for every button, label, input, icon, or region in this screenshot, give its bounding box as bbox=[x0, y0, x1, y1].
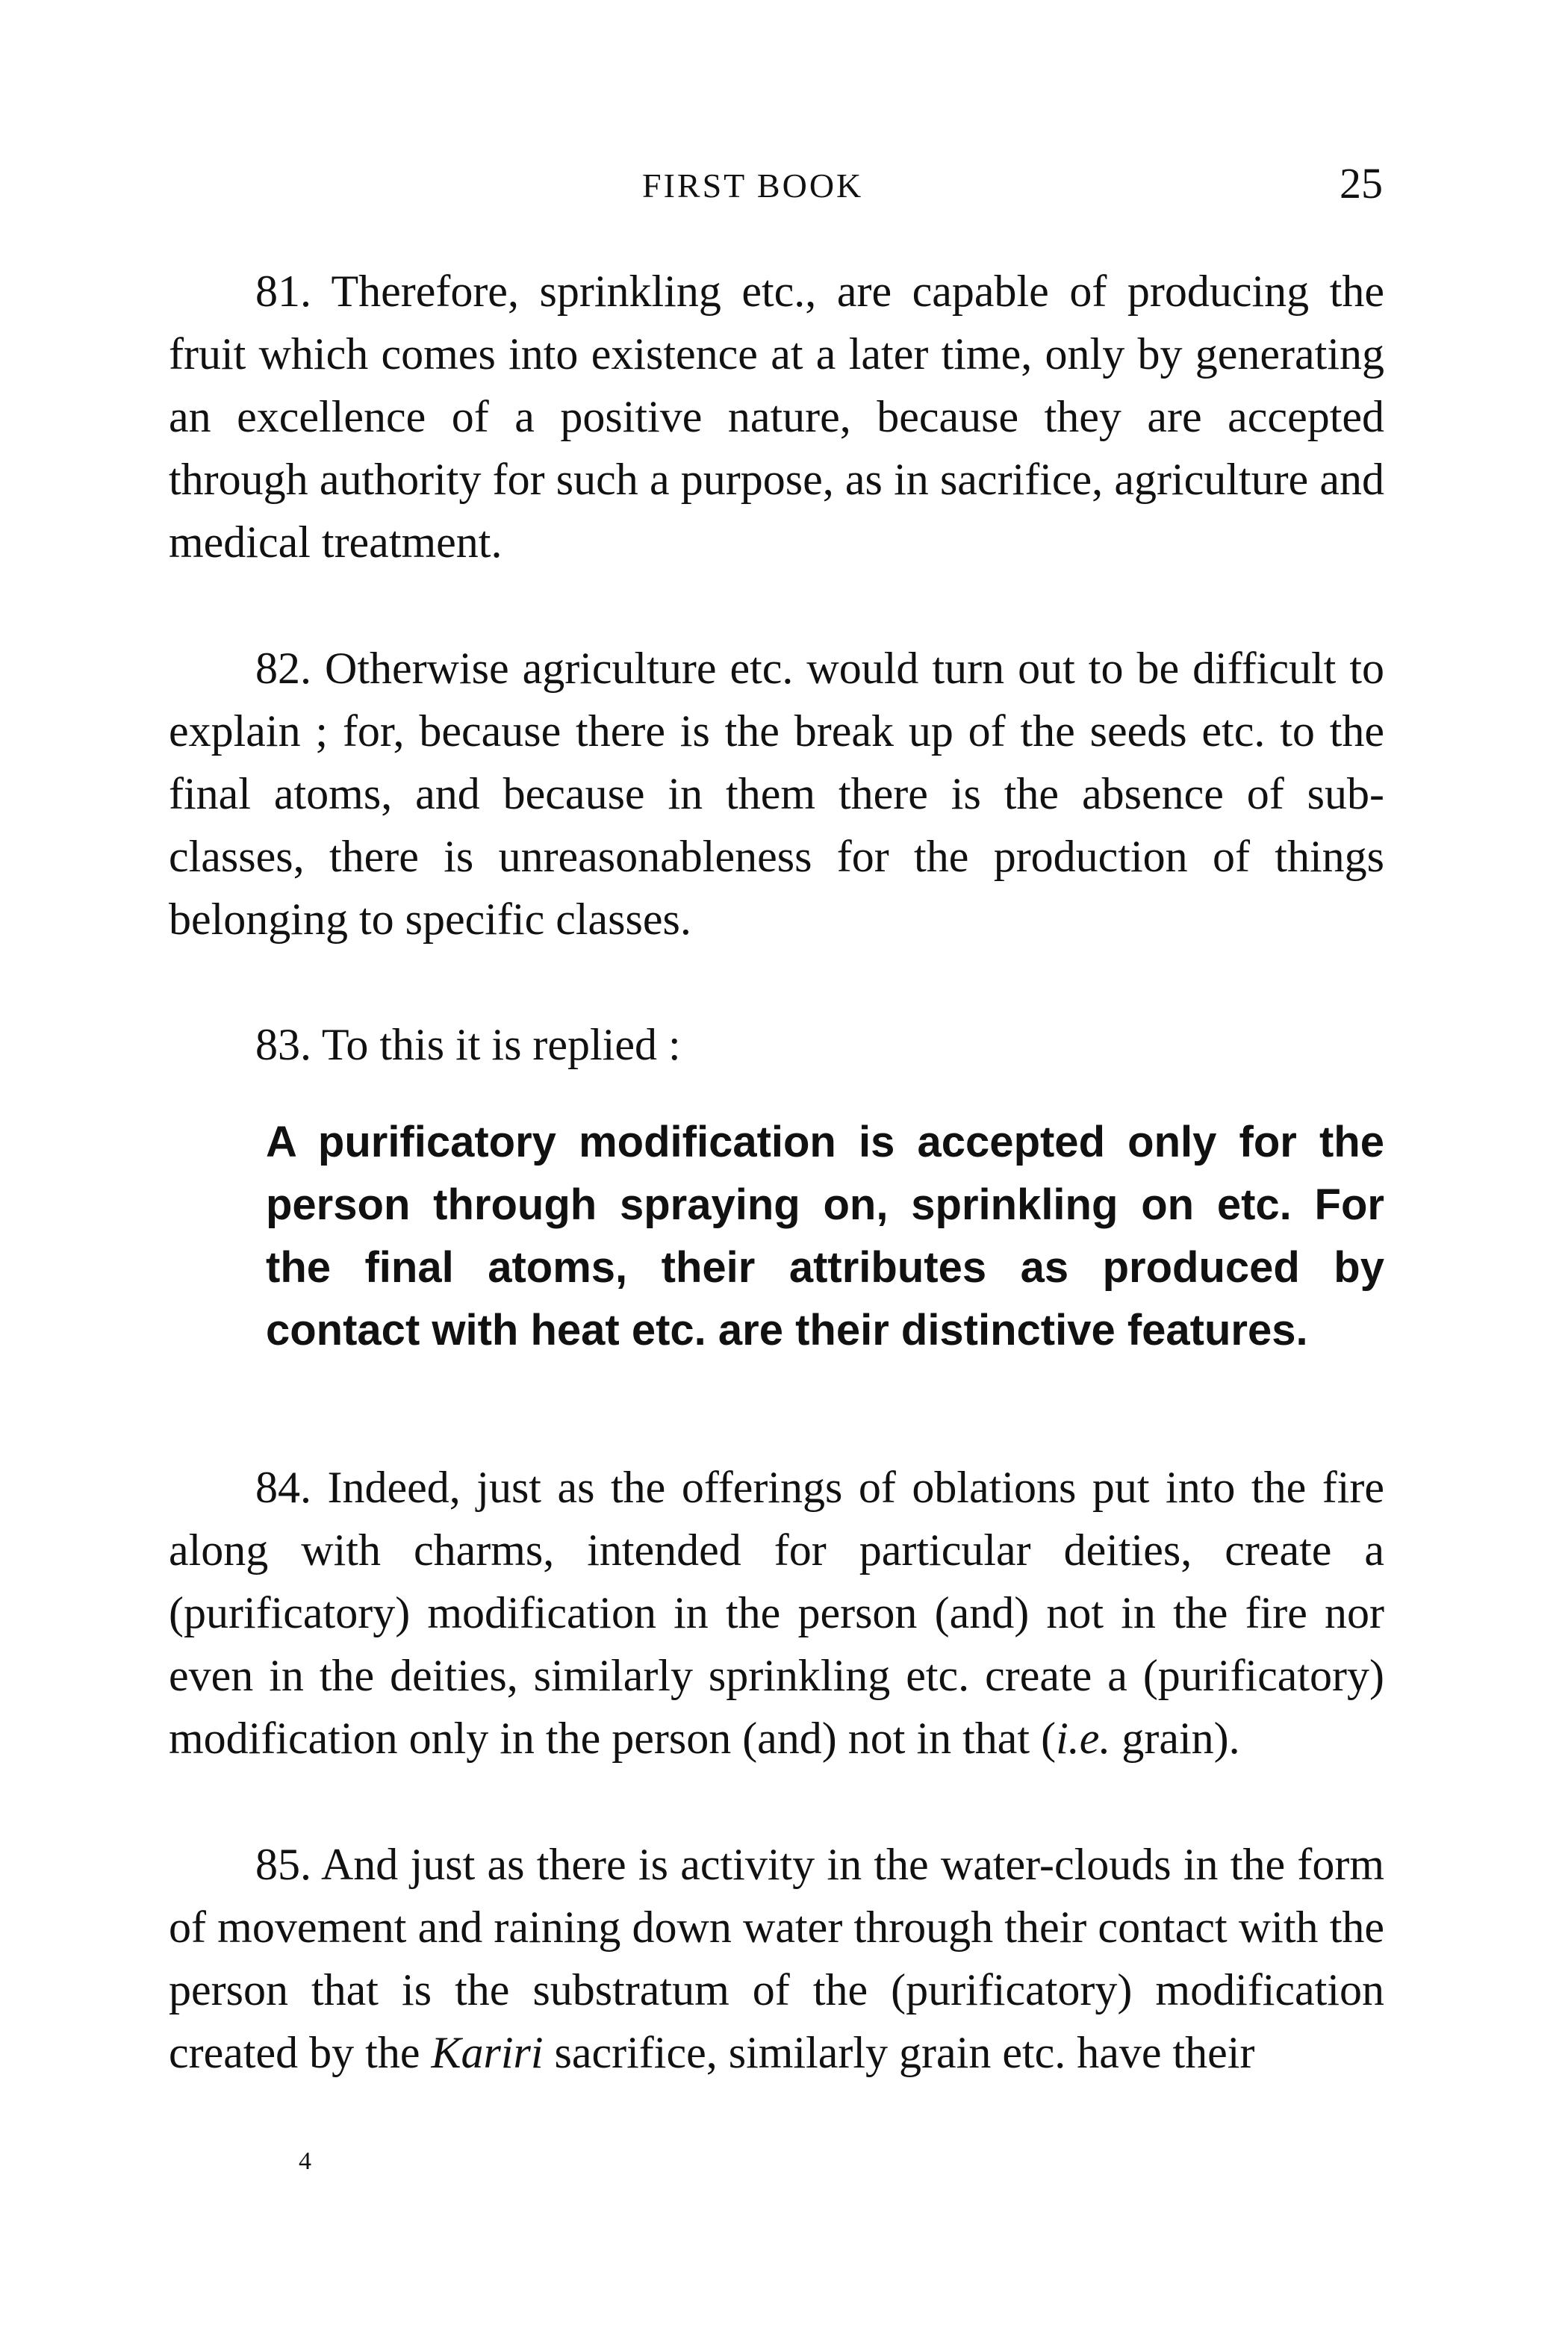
paragraph-85 bbox=[169, 1833, 1384, 2084]
paragraph-84-italic: i.e. bbox=[1056, 1714, 1111, 1763]
paragraph-84 bbox=[169, 1456, 1384, 1770]
sutra-verse: A purificatory modification is accepted only for the person through spraying on, sprinkling on etc. For the final atoms, their attributes as produced by contact with heat etc. are their distinctive features. bbox=[266, 1118, 1384, 1354]
signature-mark: 4 bbox=[299, 2147, 311, 2175]
paragraph-84-text bbox=[169, 1456, 1384, 1770]
running-title: FIRST BOOK bbox=[642, 167, 864, 205]
paragraph-83-text: 83. To this it is replied : bbox=[255, 1020, 681, 1069]
paragraph-84-part1: 84. Indeed, just as the offerings of oblations put into the fire along with charms, intended for particular deities, create a (purificatory) modification in the person (and) not in the fire nor even in the deities, similarly sprinkling etc. create a (purificatory) modification only in the person (and) not in that ( bbox=[169, 1463, 1384, 1763]
paragraph-81-text: 81. Therefore, sprinkling etc., are capable of producing the fruit which comes into existence at a later time, only by generating an excellence of a positive nature, because they are accepted through authority for such a purpose, as in sacrifice, agriculture and medical treatment. bbox=[169, 267, 1384, 567]
paragraph-82 bbox=[169, 637, 1384, 951]
paragraph-83 bbox=[169, 1013, 1384, 1076]
paragraph-82-text: 82. Otherwise agriculture etc. would turn out to be difficult to explain ; for, because there is the break up of the seeds etc. to the final atoms, and because in them there is the absence of sub-classes, there is unreasonableness for the production of things belonging to specific classes. bbox=[169, 644, 1384, 944]
paragraph-85-italic: Kariri bbox=[431, 2028, 544, 2077]
paragraph-85-part1: 85. And just as there is activity in the water-clouds in the form of movement and raining down water through their contact with the person that is the substratum of the (purificatory) modification created by the bbox=[169, 1840, 1384, 2077]
paragraph-84-part2: grain). bbox=[1110, 1714, 1240, 1763]
page-number: 25 bbox=[1340, 159, 1383, 208]
paragraph-85-text bbox=[169, 1833, 1384, 2084]
paragraph-81 bbox=[169, 260, 1384, 573]
paragraph-85-part2: sacrifice, similarly grain etc. have their bbox=[543, 2028, 1255, 2077]
